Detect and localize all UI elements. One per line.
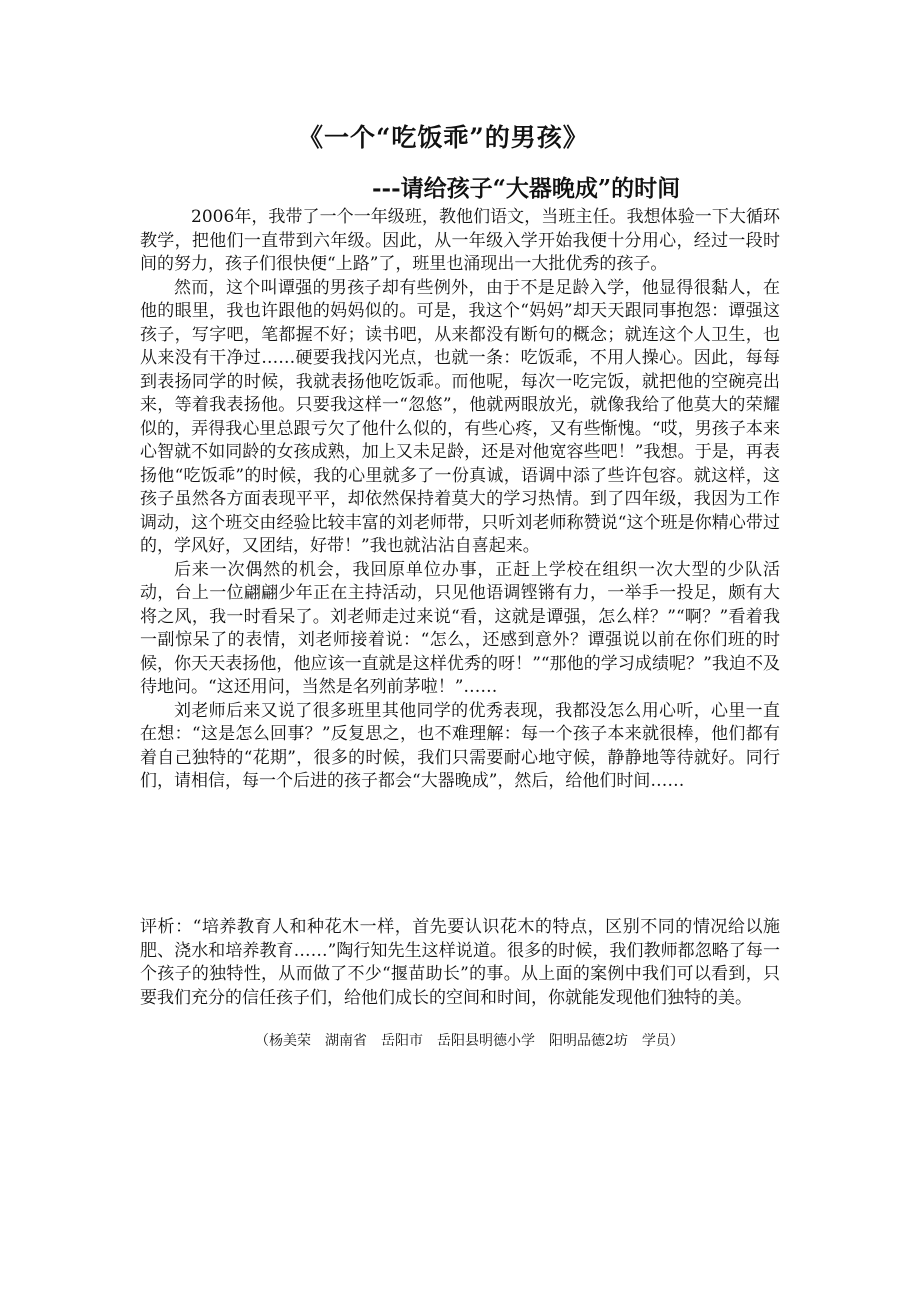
paragraph-1: 2006年，我带了一个一年级班，教他们语文，当班主任。我想体验一下大循环教学，把他们一直带到六年级。因此，从一年级入学开始我便十分用心，经过一段时间的努力，孩子们很快便“上路”了，班里也涌现出一大批优秀的孩子。 <box>140 207 780 274</box>
document-title: 《一个“吃饭乖”的男孩》 <box>298 123 589 152</box>
author-credit: （杨美荣 湖南省 岳阳市 岳阳县明德小学 阳明品德2坊 学员） <box>255 1033 684 1049</box>
paragraph-3: 后来一次偶然的机会，我回原单位办事，正赶上学校在组织一次大型的少队活动，台上一位翩翩少年正在主持活动，只见他语调铿锵有力，一举手一投足，颇有大将之风，我一时看呆了。刘老师走过来说“看，这就是谭强，怎么样？”“啊？”看着我一副惊呆了的表情，刘老师接着说：“怎么，还感到意外？谭强说以前在你们班的时候，你天天表扬他，他应该一直就是这样优秀的呀！”“那他的学习成绩呢？”我迫不及待地问。“这还用问，当然是名列前茅啦！”…… <box>140 559 780 697</box>
commentary: 评析：“培养教育人和种花木一样，首先要认识花木的特点，区别不同的情况给以施肥、浇水和培养教育……”陶行知先生这样说道。很多的时候，我们教师都忽略了每一个孩子的独特性，从而做了不少“揠苗助长”的事。从上面的案例中我们可以看到，只要我们充分的信任孩子们，给他们成长的空间和时间，你就能发现他们独特的美。 <box>140 917 780 1008</box>
article-body <box>140 206 780 794</box>
paragraph-4: 刘老师后来又说了很多班里其他同学的优秀表现，我都没怎么用心听，心里一直在想：“这是怎么回事？”反复思之，也不难理解：每一个孩子本来就很棒，他们都有着自己独特的“花期”，很多的时候，我们只需要耐心地守候，静静地等待就好。同行们，请相信，每一个后进的孩子都会“大器晚成”，然后，给他们时间…… <box>140 700 780 791</box>
paragraph-2: 然而，这个叫谭强的男孩子却有些例外，由于不是足龄入学，他显得很黏人，在他的眼里，我也许跟他的妈妈似的。可是，我这个“妈妈”却天天跟同事抱怨：谭强这孩子，写字吧，笔都握不好；读书吧，从来都没有断句的概念；就连这个人卫生，也从来没有干净过……硬要我找闪光点，也就一条：吃饭乖，不用人操心。因此，每每到表扬同学的时候，我就表扬他吃饭乖。而他呢，每次一吃完饭，就把他的空碗亮出来，等着我表扬他。只要我这样一“忽悠”，他就两眼放光，就像我给了他莫大的荣耀似的，弄得我心里总跟亏欠了他什么似的，有些心疼，又有些惭愧。“哎，男孩子本来心智就不如同龄的女孩成熟，加上又未足龄，还是对他宽容些吧！”我想。于是，再表扬他“吃饭乖”的时候，我的心里就多了一份真诚，语调中添了些许包容。就这样，这孩子虽然各方面表现平平，却依然保持着莫大的学习热情。到了四年级，我因为工作调动，这个班交由经验比较丰富的刘老师带，只听刘老师称赞说“这个班是你精心带过的，学风好，又团结，好带！”我也就沾沾自喜起来。 <box>140 277 780 556</box>
document-subtitle: ---请给孩子“大器晚成”的时间 <box>372 175 681 202</box>
